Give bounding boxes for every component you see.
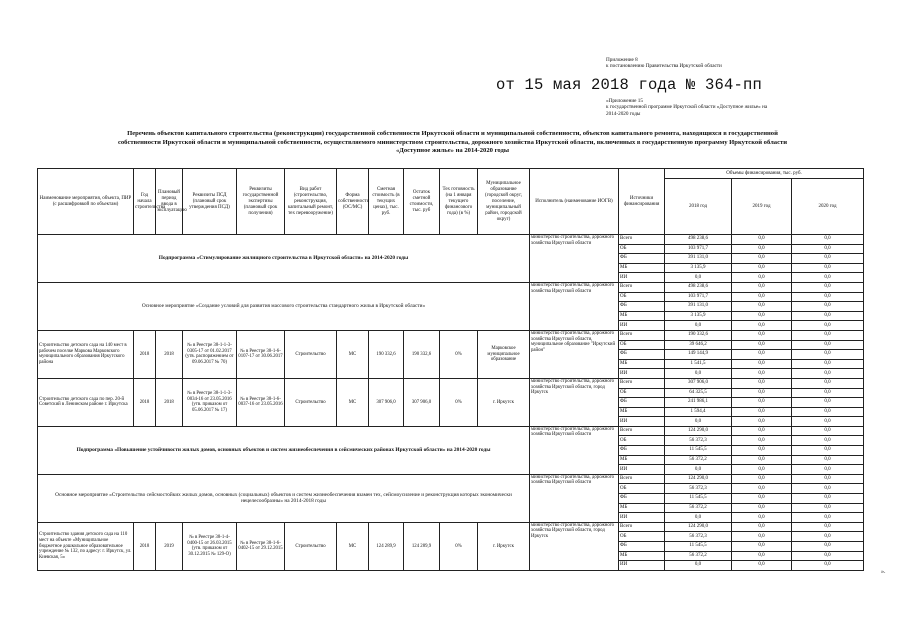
title-line: «Доступное жилье» на 2014-2020 годы <box>396 147 509 155</box>
funding-2019: 0,0 <box>732 474 792 484</box>
object-psd-details: № в Реестре 38-1-1-3-0305-17 от 01.02.2017 (утв. распоряжением от 09.06.2017 № 70) <box>183 330 237 378</box>
funding-2018: 0,0 <box>665 369 732 379</box>
subprogram-title: Подпрограмма «Стимулирование жилищного строительства в Иркутской области» на 2014-2020 годы <box>38 235 530 283</box>
funding-2020: 0,0 <box>792 244 864 254</box>
annex-reference <box>606 57 886 70</box>
funding-source-code: Всего <box>619 522 665 532</box>
header-year-2019: 2019 год <box>732 179 792 235</box>
decree-date-stamp: от 15 мая 2018 года № 364-пп <box>496 76 763 94</box>
header-name: Наименование мероприятия, объекта, ПИР (с расшифровкой по объектам) <box>38 169 134 235</box>
header-municipality: Муниципальное образование (городской округ, поселение, муниципальный район, городской округ) <box>478 169 530 235</box>
header-work-type: Вид работ (строительство, реконструкция, капитальный ремонт, тех перевооружение) <box>285 169 337 235</box>
funding-2019: 0,0 <box>732 484 792 494</box>
funding-2018: 1 541,5 <box>665 359 732 369</box>
executor-cell: министерство строительства, дорожного хозяйства Иркутской области <box>530 282 619 330</box>
object-municipality: г. Иркутск <box>478 378 530 426</box>
funding-source-code: ОБ <box>619 244 665 254</box>
object-plan-year: 2018 <box>156 378 183 426</box>
annex-line: 2014-2020 годы <box>606 110 641 117</box>
funding-2018: 1 594,4 <box>665 407 732 417</box>
executor-cell: министерство строительства, дорожного хозяйства Иркутской области, город Иркутск <box>530 378 619 426</box>
header-readiness: Тех готовность (на 1 января текущего финансового года) (в %) <box>440 169 478 235</box>
funding-2018: 103 971,7 <box>665 292 732 302</box>
funding-2018: 11 545,5 <box>665 494 732 504</box>
table-row <box>38 378 864 388</box>
object-start-year: 2018 <box>134 378 156 426</box>
funding-2018: 124 290,0 <box>665 522 732 532</box>
title-line: Перечень объектов капитального строительства (реконструкции) государственной собственности Иркутской области и муниципальной собственности, объектов капитального ремонта, находящихся в государственной <box>127 130 778 137</box>
funding-source-code: ИИ <box>619 513 665 523</box>
table-row <box>38 474 864 484</box>
funding-source-code: ИИ <box>619 273 665 283</box>
header-psd: Реквизиты ПСД (плановый срок утверждения ПСД) <box>183 169 237 235</box>
funding-source-code: Всего <box>619 235 665 245</box>
executor-cell: министерство строительства, дорожного хозяйства Иркутской области, муниципальное образование "Иркутский район" <box>530 330 619 378</box>
funding-2020: 0,0 <box>792 417 864 427</box>
funding-2019: 0,0 <box>732 542 792 552</box>
table-row <box>38 282 864 292</box>
funding-2019: 0,0 <box>732 436 792 446</box>
funding-2018: 3 135,9 <box>665 311 732 321</box>
main-event-title: Основное мероприятие «Строительство сейсмостойких жилых домов, основных (социальных) объектов и систем жизнеобеспечения взамен тех, сейсмоусиление и реконструкция которых экономически нецелесообразны» на 2014-2018 годы <box>38 474 530 522</box>
funding-2020: 0,0 <box>792 388 864 398</box>
funding-2020: 0,0 <box>792 551 864 561</box>
funding-source-code: ИИ <box>619 561 665 571</box>
funding-2020: 0,0 <box>792 407 864 417</box>
object-ownership: МС <box>337 522 369 570</box>
funding-2019: 0,0 <box>732 350 792 360</box>
funding-2020: 0,0 <box>792 378 864 388</box>
funding-source-code: ОБ <box>619 388 665 398</box>
object-readiness: 0% <box>440 378 478 426</box>
funding-2019: 0,0 <box>732 551 792 561</box>
funding-source-code: ОБ <box>619 340 665 350</box>
object-work-type: Строительство <box>285 378 337 426</box>
funding-2020: 0,0 <box>792 359 864 369</box>
object-psd-details: № в Реестре 38-1-1-3-0034-16 от 23.05.2016 (утв. приказом от 05.06.2017 № 17) <box>183 378 237 426</box>
object-name: Строительство детского сада на 140 мест в рабочем поселке Маркова Марковского муниципального образования Иркутского района <box>38 330 134 378</box>
funding-2020: 0,0 <box>792 311 864 321</box>
funding-2020: 0,0 <box>792 350 864 360</box>
header-funding-group: Объемы финансирования, тыс. руб. <box>665 169 864 179</box>
object-work-type: Строительство <box>285 522 337 570</box>
funding-source-code: ОБ <box>619 292 665 302</box>
header-year-2020: 2020 год <box>792 179 864 235</box>
funding-2018: 56 372,3 <box>665 484 732 494</box>
object-readiness: 0% <box>440 330 478 378</box>
funding-2018: 0,0 <box>665 465 732 475</box>
executor-cell: министерство строительства, дорожного хозяйства Иркутской области <box>530 235 619 283</box>
funding-2019: 0,0 <box>732 273 792 283</box>
funding-2019: 0,0 <box>732 388 792 398</box>
funding-2019: 0,0 <box>732 378 792 388</box>
funding-2020: 0,0 <box>792 484 864 494</box>
funding-source-code: МБ <box>619 407 665 417</box>
funding-2018: 56 372,3 <box>665 436 732 446</box>
funding-source-code: Всего <box>619 330 665 340</box>
main-event-title: Основное мероприятие «Создание условий для развития массового строительства стандартного жилья в Иркутской области» <box>38 282 530 330</box>
funding-2018: 56 372,3 <box>665 532 732 542</box>
header-sources: Источники финансирования <box>619 169 665 235</box>
funding-2019: 0,0 <box>732 465 792 475</box>
funding-source-code: ФБ <box>619 542 665 552</box>
funding-source-code: Всего <box>619 282 665 292</box>
funding-2018: 498 238,6 <box>665 235 732 245</box>
funding-2019: 0,0 <box>732 282 792 292</box>
closing-quote-mark: ». <box>881 569 886 575</box>
funding-source-code: МБ <box>619 503 665 513</box>
header-expertise: Реквизиты государственной экспертизы (плановый срок получения) <box>237 169 285 235</box>
executor-cell: министерство строительства, дорожного хозяйства Иркутской области <box>530 426 619 474</box>
object-work-type: Строительство <box>285 330 337 378</box>
header-start-year: Год начала строительства <box>134 169 156 235</box>
object-expertise: № в Реестре 38-1-6-0107-17 от 30.06.2017 <box>237 330 285 378</box>
funding-2020: 0,0 <box>792 494 864 504</box>
funding-2019: 0,0 <box>732 417 792 427</box>
funding-2019: 0,0 <box>732 522 792 532</box>
object-estimate-cost: 307 906,0 <box>369 378 404 426</box>
funding-2018: 56 372,2 <box>665 503 732 513</box>
funding-2020: 0,0 <box>792 532 864 542</box>
funding-2019: 0,0 <box>732 369 792 379</box>
funding-source-code: Всего <box>619 426 665 436</box>
funding-2018: 103 971,7 <box>665 244 732 254</box>
executor-cell: министерство строительства, дорожного хозяйства Иркутской области <box>530 474 619 522</box>
funding-2019: 0,0 <box>732 503 792 513</box>
funding-2018: 307 906,0 <box>665 378 732 388</box>
funding-2019: 0,0 <box>732 561 792 571</box>
funding-2019: 0,0 <box>732 330 792 340</box>
funding-2018: 11 545,5 <box>665 542 732 552</box>
funding-source-code: МБ <box>619 455 665 465</box>
object-expertise: № в Реестре 38-1-6-0037-16 от 23.05.2016 <box>237 378 285 426</box>
funding-source-code: ИИ <box>619 417 665 427</box>
funding-2018: 124 290,0 <box>665 474 732 484</box>
funding-2018: 11 545,5 <box>665 446 732 456</box>
funding-2020: 0,0 <box>792 446 864 456</box>
funding-source-code: ИИ <box>619 369 665 379</box>
funding-source-code: ФБ <box>619 494 665 504</box>
funding-2019: 0,0 <box>732 359 792 369</box>
funding-2020: 0,0 <box>792 235 864 245</box>
funding-source-code: ИИ <box>619 465 665 475</box>
funding-2018: 0,0 <box>665 321 732 331</box>
header-year-2018: 2018 год <box>665 179 732 235</box>
object-psd-details: № в Реестре 38-1-4-0400-15 от 26.03.2015 (утв. приказом от 30.12.2015 № 129-О) <box>183 522 237 570</box>
funding-2020: 0,0 <box>792 321 864 331</box>
funding-2020: 0,0 <box>792 503 864 513</box>
object-municipality: Марковское муниципальное образование <box>478 330 530 378</box>
funding-2019: 0,0 <box>732 340 792 350</box>
funding-2018: 39 646,2 <box>665 340 732 350</box>
funding-source-code: МБ <box>619 311 665 321</box>
header-plan-year: Плановый период ввода в эксплуатацию <box>156 169 183 235</box>
funding-source-code: Всего <box>619 378 665 388</box>
table-header-row <box>38 169 864 179</box>
funding-2020: 0,0 <box>792 254 864 264</box>
funding-2020: 0,0 <box>792 302 864 312</box>
funding-2019: 0,0 <box>732 321 792 331</box>
funding-source-code: ФБ <box>619 302 665 312</box>
funding-2020: 0,0 <box>792 330 864 340</box>
funding-source-code: МБ <box>619 263 665 273</box>
header-estimate: Сметная стоимость (в текущих ценах), тыс. руб. <box>369 169 404 235</box>
funding-2019: 0,0 <box>732 292 792 302</box>
funding-2020: 0,0 <box>792 282 864 292</box>
header-executor: Исполнитель (наименование ИОГВ) <box>530 169 619 235</box>
funding-source-code: ИИ <box>619 321 665 331</box>
object-plan-year: 2019 <box>156 522 183 570</box>
funding-2019: 0,0 <box>732 513 792 523</box>
annex-line: Приложение 8 <box>606 57 638 63</box>
funding-2018: 241 986,1 <box>665 398 732 408</box>
annex-line: к постановлению Правительства Иркутской области <box>606 63 722 70</box>
object-plan-year: 2018 <box>156 330 183 378</box>
subprogram-title: Подпрограмма «Повышение устойчивости жилых домов, основных объектов и систем жизнеобеспечения в сейсмических районах Иркутской области» на 2014-2020 годы <box>38 426 530 474</box>
funding-source-code: ОБ <box>619 484 665 494</box>
funding-2019: 0,0 <box>732 446 792 456</box>
funding-2018: 391 131,0 <box>665 254 732 264</box>
funding-2020: 0,0 <box>792 542 864 552</box>
object-readiness: 0% <box>440 522 478 570</box>
funding-2020: 0,0 <box>792 263 864 273</box>
table-row <box>38 522 864 532</box>
funding-2018: 56 372,2 <box>665 551 732 561</box>
funding-2019: 0,0 <box>732 235 792 245</box>
object-remaining-cost: 307 906,0 <box>404 378 440 426</box>
funding-2019: 0,0 <box>732 311 792 321</box>
annex-line: «Приложение 15 <box>606 98 643 104</box>
document-title <box>25 130 880 156</box>
object-start-year: 2018 <box>134 522 156 570</box>
funding-2020: 0,0 <box>792 455 864 465</box>
object-estimate-cost: 190 332,6 <box>369 330 404 378</box>
funding-2019: 0,0 <box>732 426 792 436</box>
object-municipality: г. Иркутск <box>478 522 530 570</box>
funding-2020: 0,0 <box>792 513 864 523</box>
funding-source-code: ФБ <box>619 446 665 456</box>
funding-2020: 0,0 <box>792 398 864 408</box>
funding-2019: 0,0 <box>732 263 792 273</box>
annex-line: к государственной программе Иркутской области «Доступное жилье» на <box>606 104 768 111</box>
funding-2020: 0,0 <box>792 561 864 571</box>
table-body <box>38 235 864 571</box>
funding-source-code: МБ <box>619 359 665 369</box>
funding-source-code: ОБ <box>619 532 665 542</box>
funding-source-code: ОБ <box>619 436 665 446</box>
object-remaining-cost: 124 289,9 <box>404 522 440 570</box>
object-start-year: 2018 <box>134 330 156 378</box>
executor-cell: министерство строительства, дорожного хозяйства Иркутской области, город Иркутск <box>530 522 619 570</box>
object-remaining-cost: 190 332,6 <box>404 330 440 378</box>
object-estimate-cost: 124 289,9 <box>369 522 404 570</box>
funding-2018: 190 332,6 <box>665 330 732 340</box>
funding-2020: 0,0 <box>792 340 864 350</box>
funding-2018: 391 131,0 <box>665 302 732 312</box>
funding-source-code: ФБ <box>619 398 665 408</box>
funding-2018: 498 238,6 <box>665 282 732 292</box>
object-ownership: МС <box>337 330 369 378</box>
funding-2019: 0,0 <box>732 244 792 254</box>
header-remaining: Остаток сметной стоимости, тыс. руб <box>404 169 440 235</box>
table-row <box>38 426 864 436</box>
funding-2018: 0,0 <box>665 417 732 427</box>
objects-table <box>37 168 864 571</box>
funding-source-code: Всего <box>619 474 665 484</box>
funding-2020: 0,0 <box>792 426 864 436</box>
funding-2020: 0,0 <box>792 522 864 532</box>
funding-2018: 124 290,0 <box>665 426 732 436</box>
funding-source-code: ФБ <box>619 350 665 360</box>
funding-2020: 0,0 <box>792 292 864 302</box>
funding-2018: 56 372,2 <box>665 455 732 465</box>
header-ownership: Форма собственности (ОС/МС) <box>337 169 369 235</box>
annex-program-reference <box>606 98 886 117</box>
funding-2020: 0,0 <box>792 369 864 379</box>
funding-source-code: МБ <box>619 551 665 561</box>
funding-2019: 0,0 <box>732 398 792 408</box>
funding-2018: 64 325,5 <box>665 388 732 398</box>
object-expertise: № в Реестре 38-1-6-0402-15 от 29.12.2015 <box>237 522 285 570</box>
funding-2020: 0,0 <box>792 465 864 475</box>
object-name: Строительство детского сада по пер. 20-й Советский в Ленинском районе г. Иркутска <box>38 378 134 426</box>
funding-2018: 0,0 <box>665 513 732 523</box>
title-line: собственности Иркутской области и муниципальной собственности, осуществляемого министерством строительства, дорожного хозяйства Иркутской области, включенных в государственную программу Иркутской области <box>117 138 788 146</box>
table-row <box>38 235 864 245</box>
funding-2020: 0,0 <box>792 436 864 446</box>
funding-2018: 149 144,9 <box>665 350 732 360</box>
funding-2019: 0,0 <box>732 455 792 465</box>
table-row <box>38 330 864 340</box>
funding-2019: 0,0 <box>732 407 792 417</box>
funding-2019: 0,0 <box>732 254 792 264</box>
object-ownership: МС <box>337 378 369 426</box>
funding-2019: 0,0 <box>732 302 792 312</box>
funding-2020: 0,0 <box>792 474 864 484</box>
funding-2019: 0,0 <box>732 532 792 542</box>
object-name: Строительство здания детского сада на 110 мест на объекте «Муниципальное бюджетное дошкольное образовательное учреждение № 132, по адресу: г. Иркутск, ул. Киевская, 5» <box>38 522 134 570</box>
funding-2018: 0,0 <box>665 561 732 571</box>
funding-2020: 0,0 <box>792 273 864 283</box>
funding-2018: 0,0 <box>665 273 732 283</box>
funding-source-code: ФБ <box>619 254 665 264</box>
funding-2019: 0,0 <box>732 494 792 504</box>
funding-2018: 3 135,9 <box>665 263 732 273</box>
